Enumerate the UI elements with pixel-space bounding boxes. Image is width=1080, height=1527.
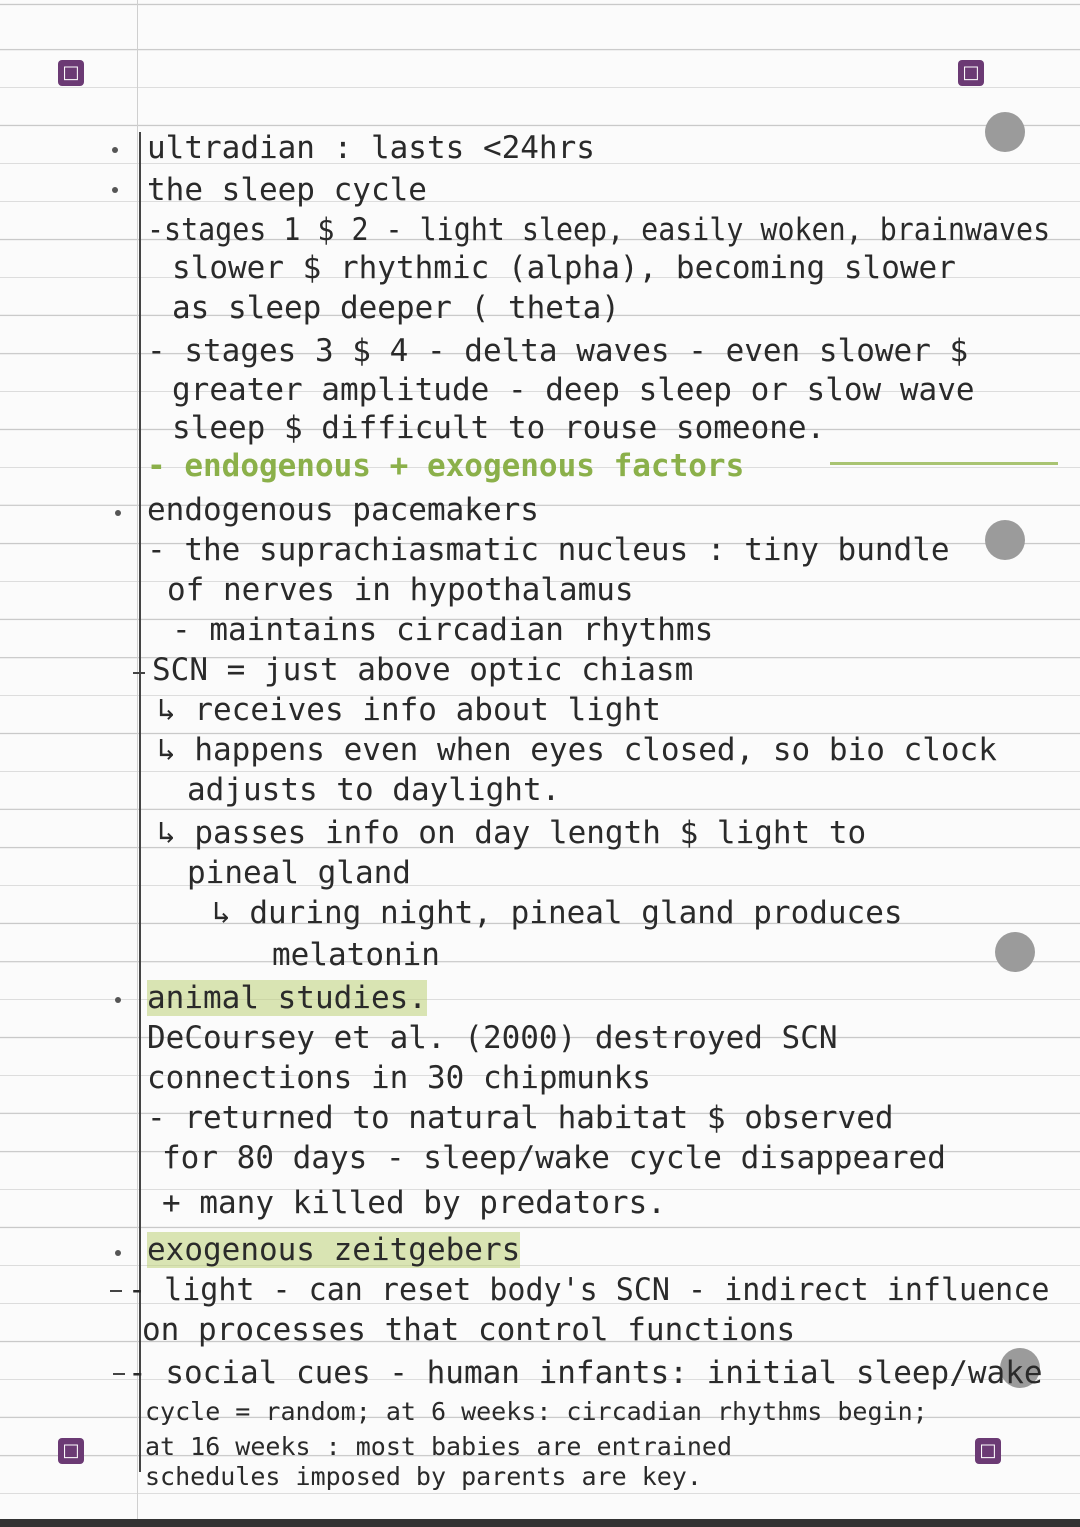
note-line-8: sleep $ difficult to rouse someone. (172, 410, 826, 446)
note-line-4: slower $ rhythmic (alpha), becoming slower (172, 250, 956, 286)
note-line-33: at 16 weeks : most babies are entrained (145, 1432, 732, 1461)
note-line-34: schedules imposed by parents are key. (145, 1462, 702, 1491)
dash-mark (113, 1373, 125, 1375)
note-line-21: melatonin (272, 937, 440, 973)
note-line-18: ↳ passes info on day length $ light to (157, 815, 867, 851)
note-line-31: - social cues - human infants: initial sleep/wake (128, 1355, 1043, 1391)
punch-hole (985, 112, 1025, 152)
note-line-20: ↳ during night, pineal gland produces (212, 895, 903, 931)
note-line-6: - stages 3 $ 4 - delta waves - even slower $ (147, 333, 969, 369)
note-line-12: of nerves in hypothalamus (167, 572, 634, 608)
bullet-dot (115, 997, 121, 1003)
corner-marker-top-left: □ (58, 60, 84, 86)
note-line-3: -stages 1 $ 2 - light sleep, easily woken, brainwaves (147, 212, 1051, 248)
corner-marker-bottom-right: □ (975, 1438, 1001, 1464)
note-line-23: DeCoursey et al. (2000) destroyed SCN (147, 1020, 838, 1056)
note-line-24: connections in 30 chipmunks (147, 1060, 651, 1096)
note-line-27: + many killed by predators. (162, 1185, 666, 1221)
note-line-1: ultradian : lasts <24hrs (147, 130, 595, 166)
dash-mark (110, 1290, 122, 1292)
note-line-7: greater amplitude - deep sleep or slow wave (172, 372, 975, 408)
note-line-17: adjusts to daylight. (187, 772, 561, 808)
note-line-14: SCN = just above optic chiasm (152, 652, 694, 688)
note-line-30: on processes that control functions (142, 1312, 796, 1348)
bracket-line (139, 132, 141, 1472)
note-line-13: - maintains circadian rhythms (172, 612, 714, 648)
note-line-19: pineal gland (187, 855, 411, 891)
punch-hole (995, 932, 1035, 972)
punch-hole (985, 520, 1025, 560)
note-line-32: cycle = random; at 6 weeks: circadian rhythms begin; (145, 1397, 928, 1426)
bullet-dot (112, 147, 118, 153)
note-line-28: exogenous zeitgebers (147, 1232, 521, 1268)
page-bottom-edge (0, 1519, 1080, 1527)
note-line-26: for 80 days - sleep/wake cycle disappeared (162, 1140, 946, 1176)
note-line-25: - returned to natural habitat $ observed (147, 1100, 894, 1136)
note-line-5: as sleep deeper ( theta) (172, 290, 620, 326)
bullet-dot (115, 510, 121, 516)
bullet-dot (115, 1250, 121, 1256)
corner-marker-top-right: □ (958, 60, 984, 86)
note-line-29: - light - can reset body's SCN - indirect influence (128, 1272, 1050, 1308)
note-line-11: - the suprachiasmatic nucleus : tiny bundle (147, 532, 950, 568)
note-line-22: animal studies. (147, 980, 427, 1016)
heading-underline (830, 462, 1058, 465)
corner-marker-bottom-left: □ (58, 1438, 84, 1464)
note-line-16: ↳ happens even when eyes closed, so bio clock (157, 732, 997, 768)
note-line-2: the sleep cycle (147, 172, 427, 208)
section-heading: - endogenous + exogenous factors (147, 448, 745, 484)
bullet-dot (112, 187, 118, 193)
note-line-10: endogenous pacemakers (147, 492, 539, 528)
note-line-15: ↳ receives info about light (157, 692, 661, 728)
